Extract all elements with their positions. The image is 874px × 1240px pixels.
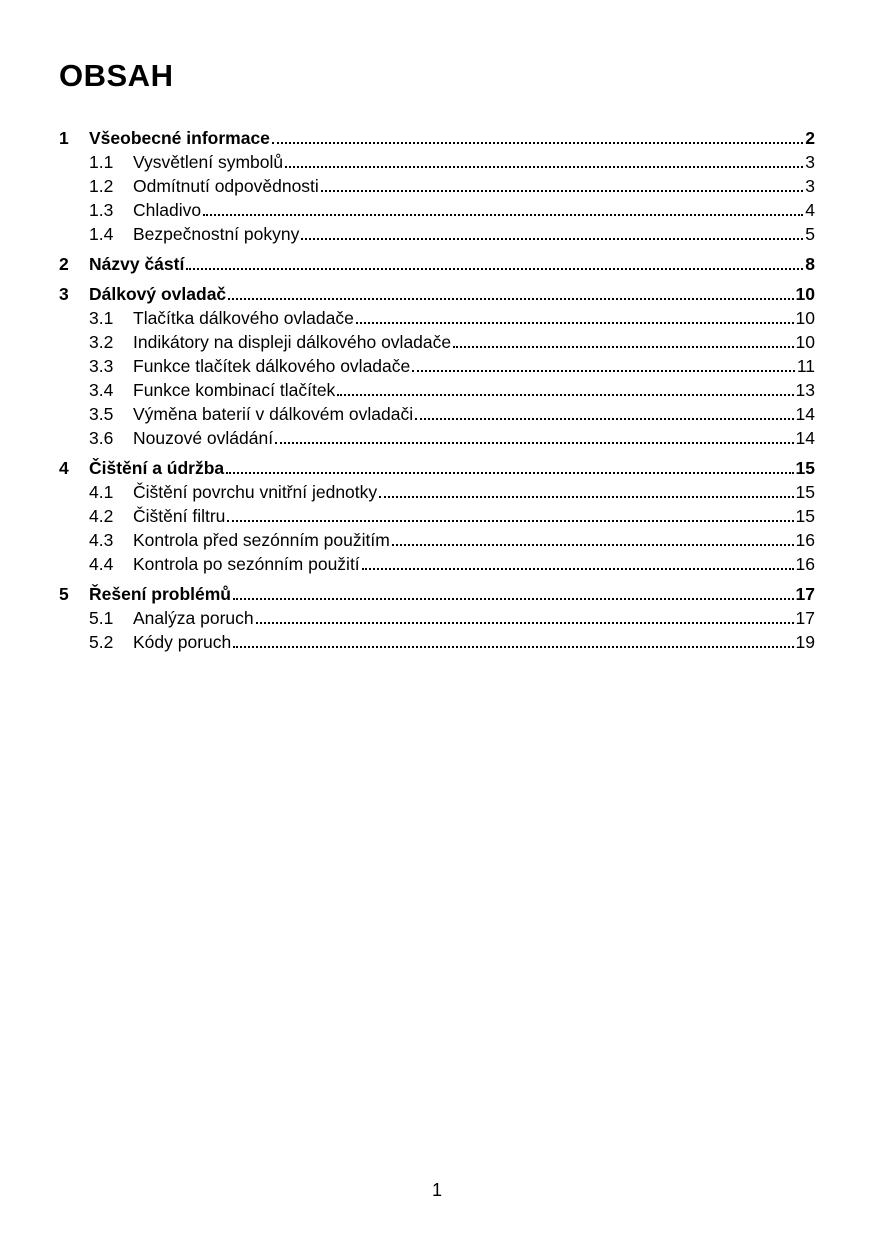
toc-entry-number: 4 (59, 458, 69, 478)
dot-leader (356, 322, 794, 324)
toc-section-entry[interactable] (59, 402, 815, 426)
dot-leader (272, 142, 803, 144)
toc-entry-title: Tlačítka dálkového ovladače (133, 308, 354, 328)
toc-entry-title: Funkce kombinací tlačítek (133, 380, 336, 400)
toc-entry-number: 3 (59, 284, 69, 304)
toc-section-entry[interactable] (59, 330, 815, 354)
dot-leader (226, 472, 793, 474)
toc-entry-title: Čištění a údržba (89, 458, 225, 478)
toc-entry-page: 15 (795, 506, 815, 526)
toc-chapter-entry[interactable] (59, 126, 815, 150)
toc-section-entry[interactable] (59, 426, 815, 450)
toc-entry-page: 10 (795, 308, 815, 328)
toc-section-entry[interactable] (59, 222, 815, 246)
toc-section-entry[interactable] (59, 198, 815, 222)
dot-leader (186, 268, 803, 270)
dot-leader (285, 166, 803, 168)
toc-entry-title: Odmítnutí odpovědnosti (133, 176, 319, 196)
dot-leader (321, 190, 803, 192)
toc-entry-page: 14 (795, 404, 815, 424)
toc-entry-title: Dálkový ovladač (89, 284, 227, 304)
dot-leader (256, 622, 794, 624)
toc-section-entry[interactable] (59, 378, 815, 402)
toc-entry-page: 19 (795, 632, 815, 652)
dot-leader (412, 370, 795, 372)
toc-entry-number: 5 (59, 584, 69, 604)
toc-section-entry[interactable] (59, 552, 815, 576)
toc-entry-page: 16 (795, 554, 815, 574)
toc-entry-number: 5.1 (89, 608, 114, 628)
toc-entry-title: Bezpečnostní pokyny (133, 224, 300, 244)
toc-section-entry[interactable] (59, 306, 815, 330)
toc-entry-number: 5.2 (89, 632, 114, 652)
toc-chapter-entry[interactable] (59, 282, 815, 306)
toc-entry-title: Čištění povrchu vnitřní jednotky (133, 482, 378, 502)
toc-section-entry[interactable] (59, 150, 815, 174)
table-of-contents (59, 126, 815, 654)
toc-entry-title: Indikátory na displeji dálkového ovladače (133, 332, 452, 352)
toc-entry-title: Řešení problémů (89, 584, 231, 604)
toc-entry-number: 1.2 (89, 176, 114, 196)
toc-entry-page: 4 (805, 200, 815, 220)
toc-entry-number: 3.1 (89, 308, 114, 328)
dot-leader (228, 298, 793, 300)
toc-entry-title: Kódy poruch (133, 632, 232, 652)
toc-entry-number: 4.1 (89, 482, 114, 502)
page-number: 1 (431, 1180, 442, 1200)
dot-leader (415, 418, 793, 420)
dot-leader (233, 646, 793, 648)
toc-entry-title: Nouzové ovládání (133, 428, 274, 448)
dot-leader (337, 394, 793, 396)
toc-entry-page: 3 (805, 176, 815, 196)
toc-chapter-entry[interactable] (59, 582, 815, 606)
toc-entry-title: Výměna baterií v dálkovém ovladači (133, 404, 414, 424)
toc-entry-page: 10 (795, 332, 815, 352)
toc-entry-number: 1.3 (89, 200, 114, 220)
page-title: OBSAH (59, 58, 174, 93)
toc-entry-page: 2 (805, 128, 815, 148)
toc-entry-page: 17 (795, 584, 815, 604)
toc-section-entry[interactable] (59, 606, 815, 630)
toc-entry-title: Vysvětlení symbolů (133, 152, 284, 172)
toc-entry-page: 5 (805, 224, 815, 244)
toc-chapter-entry[interactable] (59, 252, 815, 276)
toc-entry-title: Chladivo (133, 200, 202, 220)
toc-entry-page: 16 (795, 530, 815, 550)
toc-entry-title: Analýza poruch (133, 608, 254, 628)
toc-entry-number: 3.3 (89, 356, 114, 376)
toc-entry-page: 17 (795, 608, 815, 628)
toc-entry-title: Kontrola po sezónním použití (133, 554, 360, 574)
dot-leader (379, 496, 793, 498)
toc-section-entry[interactable] (59, 480, 815, 504)
toc-entry-number: 4.4 (89, 554, 114, 574)
toc-entry-page: 13 (795, 380, 815, 400)
toc-entry-number: 1 (59, 128, 69, 148)
toc-section-entry[interactable] (59, 630, 815, 654)
toc-section-entry[interactable] (59, 504, 815, 528)
toc-entry-page: 15 (795, 458, 815, 478)
toc-section-entry[interactable] (59, 174, 815, 198)
dot-leader (275, 442, 793, 444)
dot-leader (203, 214, 803, 216)
toc-entry-number: 3.2 (89, 332, 114, 352)
toc-entry-page: 15 (795, 482, 815, 502)
toc-entry-number: 4.2 (89, 506, 114, 526)
toc-entry-number: 1.4 (89, 224, 114, 244)
toc-chapter-entry[interactable] (59, 456, 815, 480)
dot-leader (301, 238, 803, 240)
dot-leader (392, 544, 794, 546)
toc-entry-title: Všeobecné informace (89, 128, 270, 148)
toc-entry-number: 1.1 (89, 152, 114, 172)
toc-entry-page: 10 (795, 284, 815, 304)
dot-leader (453, 346, 793, 348)
toc-entry-number: 2 (59, 254, 69, 274)
toc-entry-number: 3.4 (89, 380, 114, 400)
toc-entry-page: 3 (805, 152, 815, 172)
toc-entry-number: 3.5 (89, 404, 114, 424)
toc-entry-title: Funkce tlačítek dálkového ovladače (133, 356, 411, 376)
toc-entry-title: Názvy částí (89, 254, 185, 274)
toc-entry-page: 14 (795, 428, 815, 448)
toc-entry-page: 11 (796, 356, 815, 376)
dot-leader (362, 568, 794, 570)
toc-section-entry[interactable] (59, 354, 815, 378)
toc-entry-title: Kontrola před sezónním použitím (133, 530, 390, 550)
toc-entry-page: 8 (805, 254, 815, 274)
toc-section-entry[interactable] (59, 528, 815, 552)
dot-leader (233, 598, 794, 600)
dot-leader (227, 520, 793, 522)
toc-entry-title: Čištění filtru (133, 506, 226, 526)
toc-entry-number: 4.3 (89, 530, 114, 550)
toc-entry-number: 3.6 (89, 428, 114, 448)
